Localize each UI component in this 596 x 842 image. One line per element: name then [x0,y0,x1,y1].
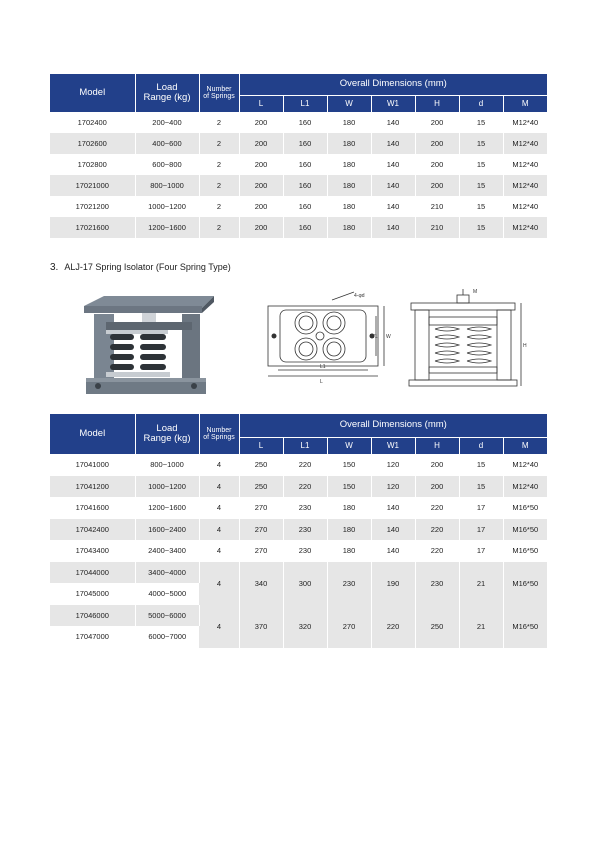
table-cell: 15 [459,154,503,175]
table-cell: 4 [199,476,239,498]
table-cell-merged: 220 [371,605,415,648]
table-row [50,519,547,541]
header-overall-dimensions: Overall Dimensions (mm) [239,74,547,95]
table-cell: 160 [283,154,327,175]
table-cell: 210 [415,217,459,238]
table-cell: 220 [415,540,459,562]
table-cell: 400~600 [135,133,199,154]
table-cell: 270 [239,497,283,519]
table-cell-merged: M16*50 [503,562,547,605]
table-cell: 17 [459,497,503,519]
table-cell: 200 [239,196,283,217]
table-cell: 17041000 [50,454,135,476]
table-cell: 4 [199,540,239,562]
table-cell: 230 [283,540,327,562]
table-row [50,175,547,196]
table-cell: 270 [239,519,283,541]
table-cell: 4 [199,497,239,519]
table-cell-merged: 370 [239,605,283,648]
table-cell: 220 [283,454,327,476]
table-cell: 600~800 [135,154,199,175]
table-cell: 140 [371,497,415,519]
spec-table-four-spring [50,414,547,648]
table-cell: 180 [327,540,371,562]
table-cell: 150 [327,454,371,476]
table-cell: 200 [239,154,283,175]
table-cell: 17041600 [50,497,135,519]
table-cell: 250 [239,476,283,498]
table-cell: M16*50 [503,497,547,519]
table-cell: 15 [459,196,503,217]
table-cell: 120 [371,454,415,476]
table-row [50,540,547,562]
drawing-label-l: L [320,379,323,385]
drawing-label-d: 4-φd [354,293,365,299]
table-row [50,154,547,175]
table-cell: 160 [283,112,327,133]
table-cell: 140 [371,175,415,196]
table-cell: 180 [327,497,371,519]
header-dim: L [239,437,283,454]
table-cell: 4000~5000 [135,583,199,605]
header-dim: M [503,95,547,112]
header-dim: W1 [371,95,415,112]
table-cell: 6000~7000 [135,626,199,648]
table-cell: 2 [199,112,239,133]
header-load-range: Load Range (kg) [135,414,199,454]
table-cell: 200 [415,175,459,196]
table-cell: 200 [239,175,283,196]
table-cell: 4 [199,519,239,541]
table-cell: M12*40 [503,175,547,196]
table-cell: 140 [371,519,415,541]
table-row [50,562,547,584]
table-cell: 230 [283,497,327,519]
table-cell: 270 [239,540,283,562]
table-cell: 180 [327,175,371,196]
table-cell: 220 [415,497,459,519]
table-cell: 200 [415,133,459,154]
table-cell: 17044000 [50,562,135,584]
table-cell: 1200~1600 [135,497,199,519]
table-cell: 15 [459,175,503,196]
header-dim: L [239,95,283,112]
table-cell: 1200~1600 [135,217,199,238]
header-dim: W [327,437,371,454]
table-cell: M12*40 [503,217,547,238]
table-cell-merged: 21 [459,562,503,605]
header-dim: L1 [283,437,327,454]
table-cell: M16*50 [503,519,547,541]
table-cell: 15 [459,454,503,476]
table-row [50,476,547,498]
table-row [50,217,547,238]
table-cell: 210 [415,196,459,217]
table-cell: 200 [415,154,459,175]
table-cell: 15 [459,476,503,498]
header-dim: H [415,437,459,454]
table-cell-merged: 4 [199,562,239,605]
table-cell: 200 [415,476,459,498]
header-model: Model [50,74,135,112]
table-cell: M12*40 [503,196,547,217]
table-cell: 5000~6000 [135,605,199,627]
table-cell-merged: M16*50 [503,605,547,648]
table-cell: M12*40 [503,112,547,133]
table-cell-merged: 4 [199,605,239,648]
table-cell: 17021000 [50,175,135,196]
table-cell-merged: 270 [327,605,371,648]
header-springs: Number of Springs [199,74,239,112]
table-cell: 15 [459,133,503,154]
header-model: Model [50,414,135,454]
table-cell: 140 [371,112,415,133]
table-row [50,133,547,154]
table-cell: M12*40 [503,154,547,175]
drawing-label-w: W [386,334,391,340]
table-cell: 180 [327,112,371,133]
spec-table-two-spring [50,74,547,238]
table-cell: 160 [283,217,327,238]
table-cell: 17041200 [50,476,135,498]
table-cell-merged: 230 [327,562,371,605]
drawing-label-m: M [473,289,478,295]
table-cell: 2 [199,196,239,217]
table-cell: 800~1000 [135,454,199,476]
table-cell: 200 [415,112,459,133]
table-cell: M12*40 [503,476,547,498]
header-load-range: Load Range (kg) [135,74,199,112]
table-cell: 140 [371,196,415,217]
table-cell: 120 [371,476,415,498]
table-cell: 1702400 [50,112,135,133]
table-cell: 230 [283,519,327,541]
product-photo [76,292,216,404]
table-cell-merged: 230 [415,562,459,605]
table-cell: 220 [283,476,327,498]
table-cell: 1702600 [50,133,135,154]
table-cell-merged: 250 [415,605,459,648]
table-cell: 200 [239,217,283,238]
table-cell: 3400~4000 [135,562,199,584]
table-cell: 140 [371,154,415,175]
table-cell-merged: 190 [371,562,415,605]
table-cell: 180 [327,133,371,154]
table-cell: 180 [327,196,371,217]
table-cell: M12*40 [503,454,547,476]
table-cell: 15 [459,112,503,133]
table-cell: 17047000 [50,626,135,648]
table-cell: M12*40 [503,133,547,154]
section-title-text: ALJ-17 Spring Isolator (Four Spring Type) [64,262,231,272]
table-cell-merged: 21 [459,605,503,648]
table-cell: 17021200 [50,196,135,217]
header-dim: d [459,437,503,454]
table-cell: 250 [239,454,283,476]
table-cell: 1000~1200 [135,476,199,498]
table-cell: 17 [459,540,503,562]
header-dim: M [503,437,547,454]
table-cell: 150 [327,476,371,498]
table-cell: 200 [239,133,283,154]
table-cell: 160 [283,196,327,217]
table-cell: 2 [199,154,239,175]
table-cell: 2400~3400 [135,540,199,562]
table-cell: 17046000 [50,605,135,627]
table-cell: 2 [199,175,239,196]
table-cell: 17021600 [50,217,135,238]
table-cell: 2 [199,217,239,238]
side-view-drawing [405,287,530,397]
table-cell: 17045000 [50,583,135,605]
table-cell: 15 [459,217,503,238]
drawing-label-h: H [523,343,527,349]
table-cell: 180 [327,217,371,238]
table-cell-merged: 320 [283,605,327,648]
table-cell: 1000~1200 [135,196,199,217]
table-cell: 180 [327,154,371,175]
table-cell: M16*50 [503,540,547,562]
table-row [50,605,547,627]
header-overall-dimensions: Overall Dimensions (mm) [239,414,547,437]
table-cell: 200 [415,454,459,476]
table-cell-merged: 300 [283,562,327,605]
header-dim: H [415,95,459,112]
table-cell: 1702800 [50,154,135,175]
header-springs: Number of Springs [199,414,239,454]
table-cell: 1600~2400 [135,519,199,541]
top-view-drawing [262,290,392,400]
table-row [50,497,547,519]
header-dim: L1 [283,95,327,112]
table-cell: 180 [327,519,371,541]
table-cell: 2 [199,133,239,154]
table-row [50,112,547,133]
table-cell: 140 [371,133,415,154]
table-cell: 200 [239,112,283,133]
table-cell: 17043400 [50,540,135,562]
table-cell: 17042400 [50,519,135,541]
table-cell: 220 [415,519,459,541]
table-cell: 140 [371,540,415,562]
section-title [50,262,231,273]
header-dim: W [327,95,371,112]
table-cell: 17 [459,519,503,541]
table-cell: 800~1000 [135,175,199,196]
table-cell-merged: 340 [239,562,283,605]
header-dim: d [459,95,503,112]
table-cell: 140 [371,217,415,238]
section-number: 3. [50,262,59,273]
drawing-label-w1: W1 [370,334,378,340]
header-dim: W1 [371,437,415,454]
table-cell: 160 [283,175,327,196]
drawing-label-l1: L1 [320,364,326,370]
table-cell: 200~400 [135,112,199,133]
table-cell: 4 [199,454,239,476]
table-row [50,196,547,217]
table-cell: 160 [283,133,327,154]
table-row [50,454,547,476]
